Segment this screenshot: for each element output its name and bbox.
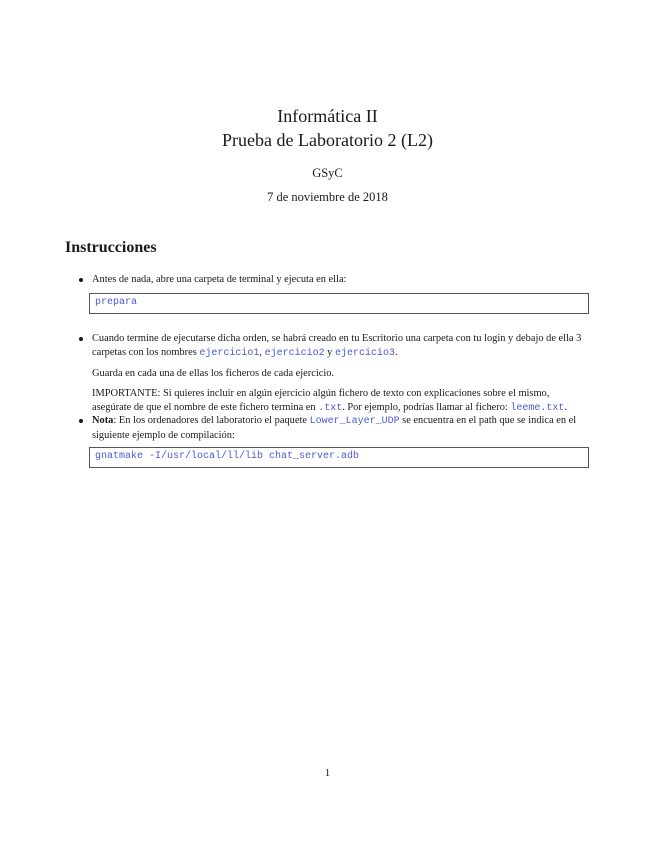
list-item xyxy=(92,414,590,443)
author: GSyC xyxy=(312,166,343,180)
bullet-icon xyxy=(79,337,83,341)
separator: , xyxy=(259,347,265,358)
text: . Por ejemplo, podrías llamar al fichero: xyxy=(342,402,511,413)
text: IMPORTANTE: Si quieres incluir en algún ejercicio algún fichero de texto con explicaciones sobre el mismo, asegúrate de que el nombre de este fichero termina en xyxy=(92,388,550,413)
code-block xyxy=(89,447,589,468)
item-paragraph: Guarda en cada una de ellas los ficheros de cada ejercicio. xyxy=(92,368,335,379)
item-text: Antes de nada, abre una carpeta de terminal y ejecuta en ella: xyxy=(92,274,347,285)
period: . xyxy=(394,347,398,358)
list-item xyxy=(92,273,590,287)
document-subtitle: Prueba de Laboratorio 2 (L2) xyxy=(222,130,433,150)
date: 7 de noviembre de 2018 xyxy=(267,190,388,204)
text: se encuentra en el path que se indica en el siguiente ejemplo de compilación: xyxy=(92,415,577,441)
code-ejercicio2: ejercicio2 xyxy=(264,348,325,359)
code-block xyxy=(89,293,589,314)
document-title: Informática II xyxy=(277,106,378,126)
period: . xyxy=(564,402,568,413)
section-heading: Instrucciones xyxy=(65,239,157,256)
item-text: Cuando termine de ejecutarse dicha orden, se habrá creado en tu Escritorio una carpeta con tu login y debajo de ella 3 carpetas con los nombres xyxy=(92,333,582,358)
code-ejercicio1: ejercicio1 xyxy=(199,348,260,359)
bullet-icon xyxy=(79,278,83,282)
code-ejercicio3: ejercicio3 xyxy=(334,348,395,359)
text: : En los ordenadores del laboratorio el paquete xyxy=(113,415,310,426)
separator: y xyxy=(324,347,335,358)
code-txt: .txt xyxy=(318,403,343,414)
note-label: Nota xyxy=(92,415,114,426)
list-item xyxy=(92,332,590,416)
page-number: 1 xyxy=(324,767,331,779)
code-text: prepara xyxy=(95,297,138,308)
code-text: gnatmake -I/usr/local/ll/lib chat_server.adb xyxy=(95,451,360,462)
code-package: Lower_Layer_UDP xyxy=(309,416,400,427)
important-paragraph xyxy=(92,387,590,416)
bullet-icon xyxy=(79,419,83,423)
code-leeme: leeme.txt xyxy=(510,403,565,414)
